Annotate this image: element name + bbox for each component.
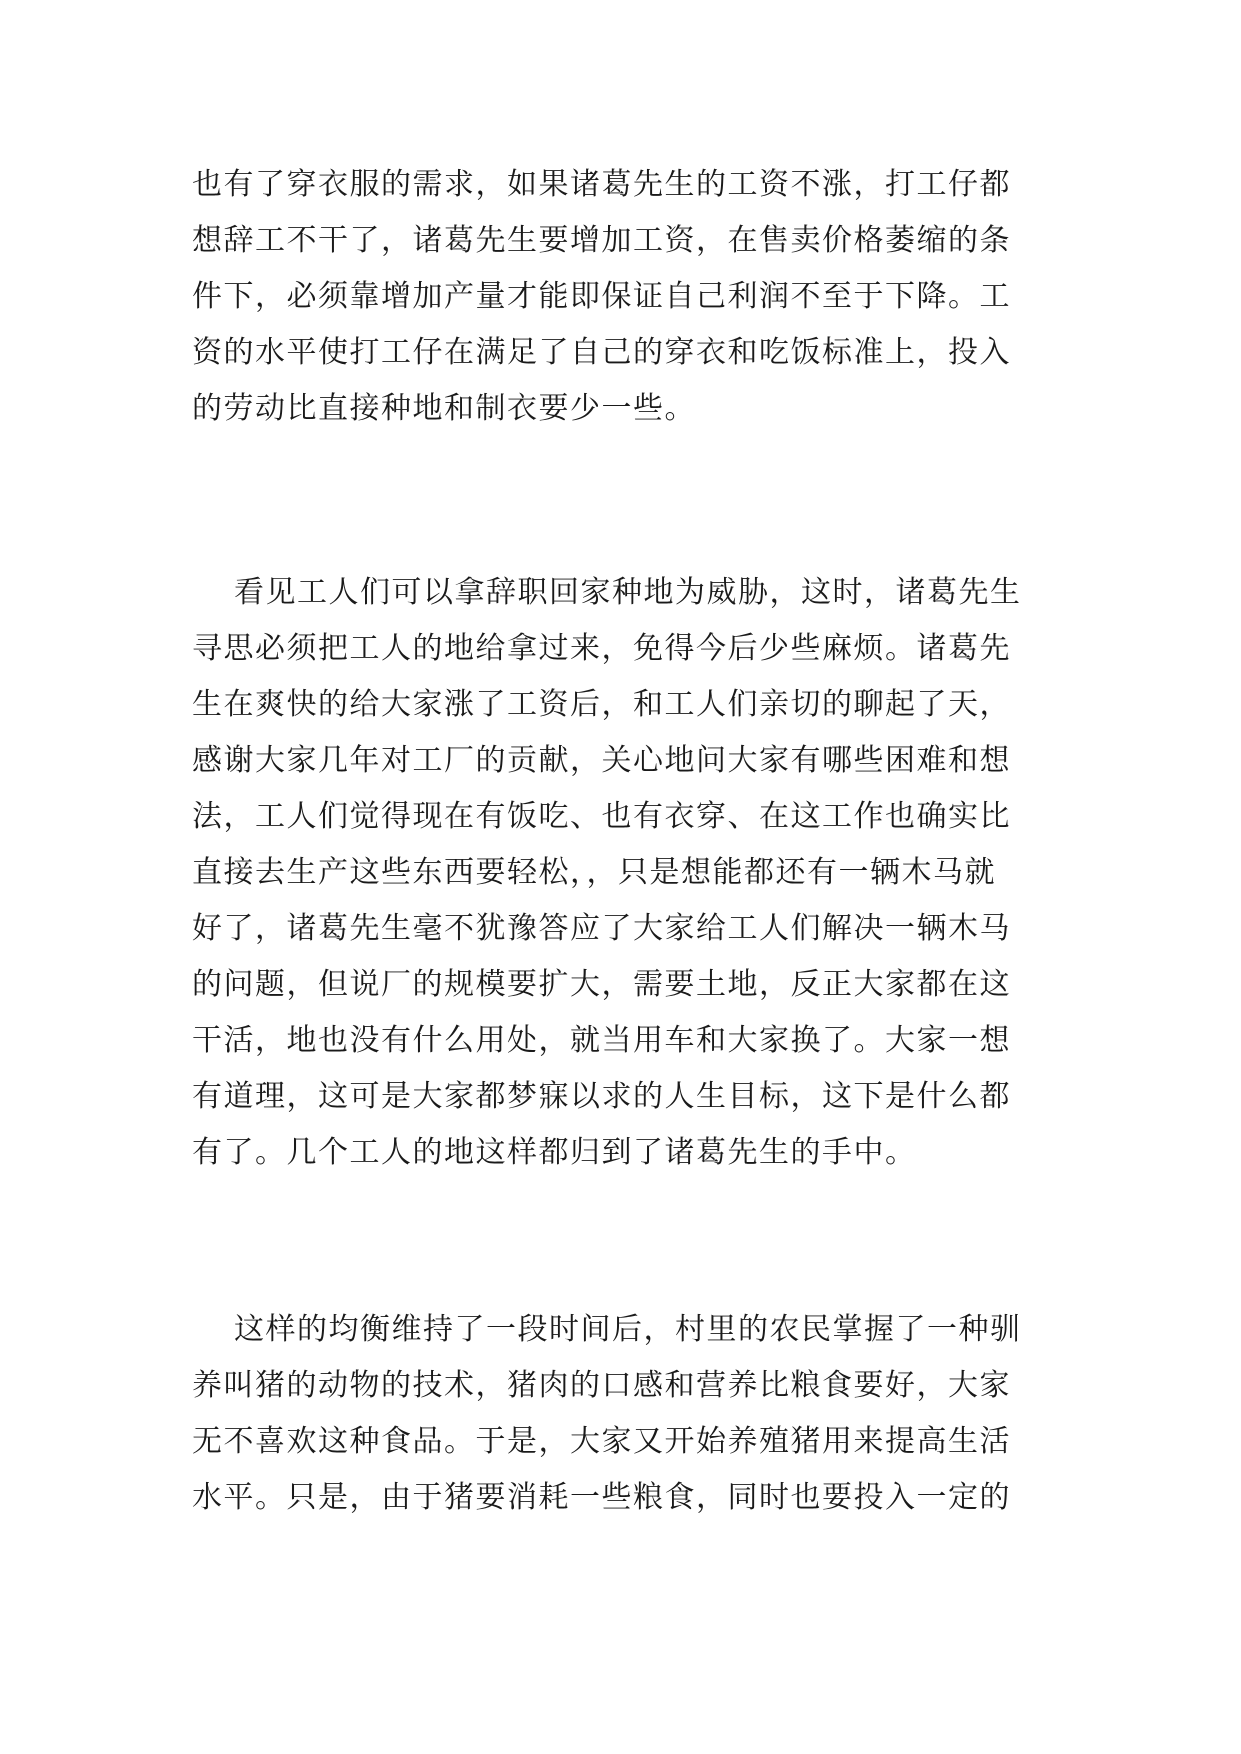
text-line: 也有了穿衣服的需求，如果诸葛先生的工资不涨，打工仔都	[192, 167, 1011, 202]
text-line: 生在爽快的给大家涨了工资后，和工人们亲切的聊起了天，	[192, 687, 1011, 722]
text-line: 感谢大家几年对工厂的贡献，关心地问大家有哪些困难和想	[192, 743, 1011, 778]
text-line: 好了，诸葛先生毫不犹豫答应了大家给工人们解决一辆木马	[192, 911, 1011, 946]
text-line: 法，工人们觉得现在有饭吃、也有衣穿、在这工作也确实比	[192, 799, 1011, 834]
text-line: 水平。只是，由于猪要消耗一些粮食，同时也要投入一定的	[192, 1480, 1011, 1515]
text-line: 养叫猪的动物的技术，猪肉的口感和营养比粮食要好，大家	[192, 1368, 1011, 1403]
text-line: 直接去生产这些东西要轻松，，只是想能都还有一辆木马就	[192, 855, 996, 890]
paragraph-1	[192, 157, 1072, 437]
text-line: 干活，地也没有什么用处，就当用车和大家换了。大家一想	[192, 1023, 1011, 1058]
text-line: 有了。几个工人的地这样都归到了诸葛先生的手中。	[192, 1135, 917, 1170]
text-line: 无不喜欢这种食品。于是，大家又开始养殖猪用来提高生活	[192, 1424, 1011, 1459]
paragraph-3	[192, 1302, 1072, 1526]
text-line: 看见工人们可以拿辞职回家种地为威胁，这时，诸葛先生	[234, 575, 1022, 610]
paragraph-2	[192, 565, 1072, 1181]
text-line: 的问题，但说厂的规模要扩大，需要土地，反正大家都在这	[192, 967, 1011, 1002]
text-line: 件下，必须靠增加产量才能即保证自己利润不至于下降。工	[192, 279, 1011, 314]
text-line: 想辞工不干了，诸葛先生要增加工资，在售卖价格萎缩的条	[192, 223, 1011, 258]
text-line: 寻思必须把工人的地给拿过来，免得今后少些麻烦。诸葛先	[192, 631, 1011, 666]
text-line: 的劳动比直接种地和制衣要少一些。	[192, 391, 696, 426]
text-line: 资的水平使打工仔在满足了自己的穿衣和吃饭标准上，投入	[192, 335, 1011, 370]
text-line: 有道理，这可是大家都梦寐以求的人生目标，这下是什么都	[192, 1079, 1011, 1114]
text-line: 这样的均衡维持了一段时间后，村里的农民掌握了一种驯	[234, 1312, 1022, 1347]
